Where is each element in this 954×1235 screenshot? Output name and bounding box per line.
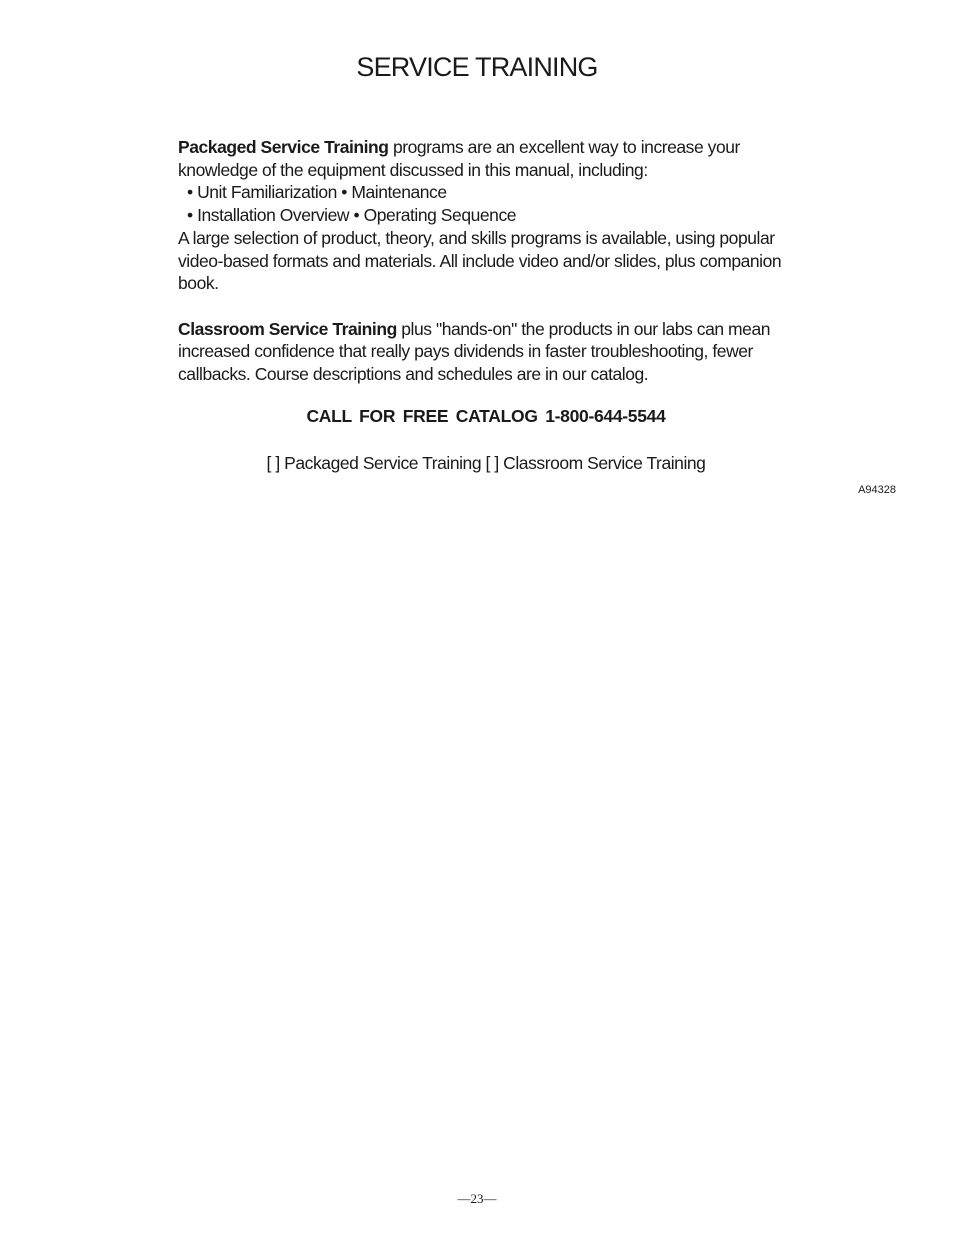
bullet-line-2: • Installation Overview • Operating Sequence xyxy=(187,205,517,226)
catalog-call-to-action: CALL FOR FREE CATALOG 1-800-644-5544 xyxy=(306,406,666,426)
packaged-intro-line-2: knowledge of the equipment discussed in this manual, including: xyxy=(178,159,648,180)
training-checkbox-row xyxy=(0,453,954,474)
packaged-training-checkbox[interactable]: [ ] Packaged Service Training xyxy=(266,453,482,473)
page-number: —23— xyxy=(457,1191,497,1206)
classroom-training-checkbox[interactable]: [ ] Classroom Service Training xyxy=(485,453,706,473)
classroom-line-3: callbacks. Course descriptions and schedules are in our catalog. xyxy=(178,364,649,385)
packaged-intro-text: programs are an excellent way to increase your xyxy=(388,137,740,157)
packaged-desc-line-3: book. xyxy=(178,273,219,294)
packaged-training-intro xyxy=(178,136,808,159)
main-content xyxy=(178,136,808,386)
packaged-desc-line-1: A large selection of product, theory, and skills programs is available, using popular xyxy=(178,227,775,248)
bullet-line-1: • Unit Familiarization • Maintenance xyxy=(187,182,447,203)
classroom-line-2: increased confidence that really pays dividends in faster troubleshooting, fewer xyxy=(178,341,753,362)
page-title: SERVICE TRAINING xyxy=(356,52,598,82)
document-code: A94328 xyxy=(858,484,896,496)
classroom-intro-text: plus "hands-on" the products in our labs can mean xyxy=(396,318,771,339)
classroom-training-intro xyxy=(178,318,808,341)
paragraph-spacer xyxy=(178,295,808,318)
classroom-training-heading: Classroom Service Training xyxy=(178,318,397,339)
packaged-training-heading: Packaged Service Training xyxy=(178,137,389,157)
packaged-desc-line-2: video-based formats and materials. All include video and/or slides, plus companion xyxy=(178,250,782,271)
